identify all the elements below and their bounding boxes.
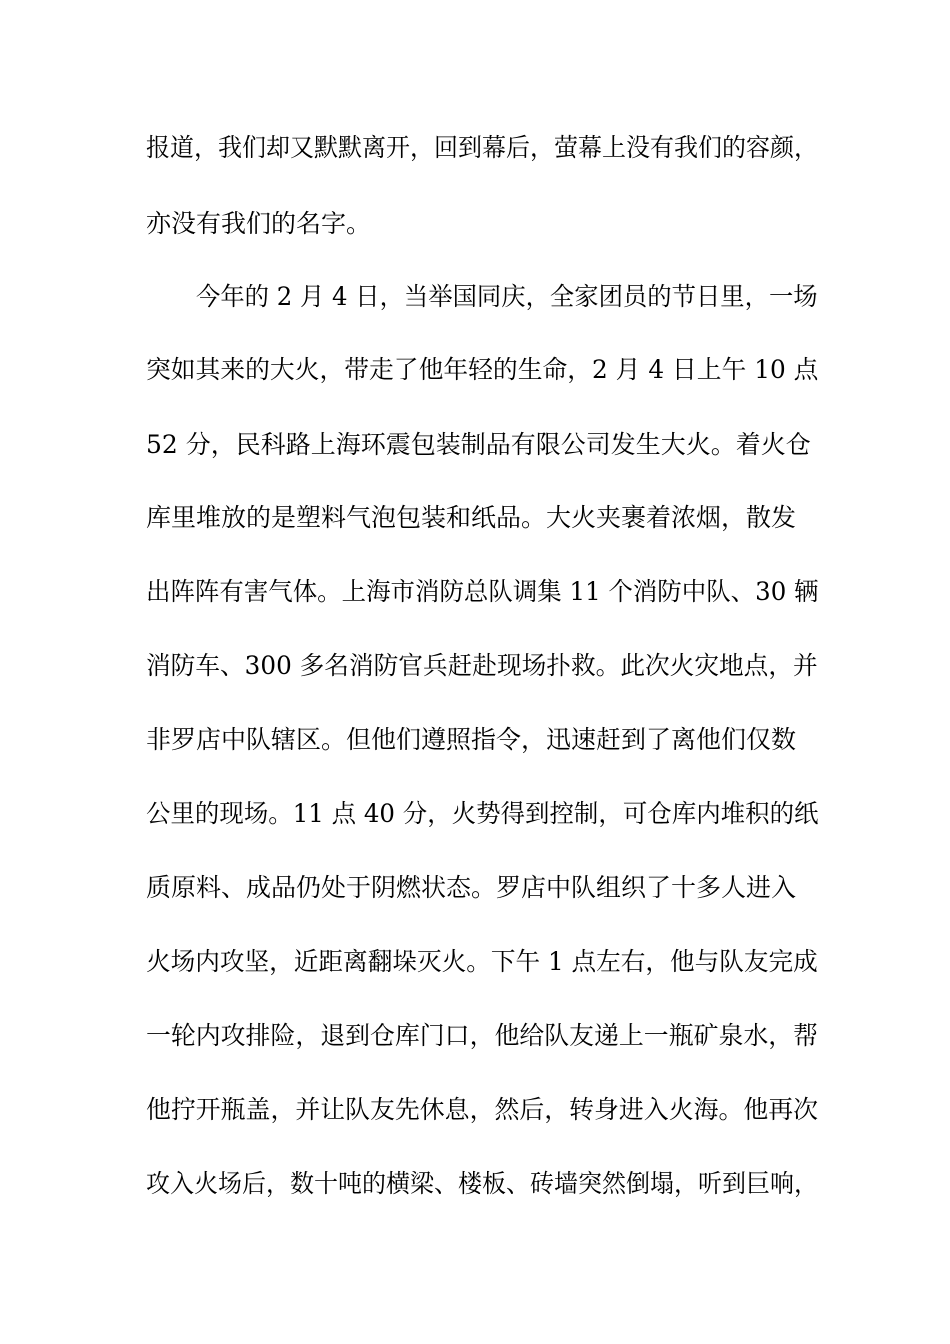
text-line-11: 质原料、成品仍处于阴燃状态。罗店中队组织了十多人进入 xyxy=(146,873,797,902)
text-line-1: 报道，我们却又默默离开，回到幕后，萤幕上没有我们的容颜， xyxy=(146,133,819,162)
text-line-4: 突如其来的大火，带走了他年轻的生命，2 月 4 日上午 10 点 xyxy=(146,355,819,384)
text-line-5: 52 分，民科路上海环震包装制品有限公司发生大火。着火仓 xyxy=(146,430,811,459)
text-line-2: 亦没有我们的名字。 xyxy=(146,209,372,238)
text-line-6: 库里堆放的是塑料气泡包装和纸品。大火夹裹着浓烟，散发 xyxy=(146,503,797,532)
text-line-9: 非罗店中队辖区。但他们遵照指令，迅速赶到了离他们仅数 xyxy=(146,725,797,754)
text-line-14: 他拧开瓶盖，并让队友先休息，然后，转身进入火海。他再次 xyxy=(146,1095,819,1124)
text-line-13: 一轮内攻排险，退到仓库门口，他给队友递上一瓶矿泉水，帮 xyxy=(146,1021,819,1050)
text-line-3: 今年的 2 月 4 日，当举国同庆，全家团员的节日里，一场 xyxy=(196,282,818,311)
text-line-10: 公里的现场。11 点 40 分，火势得到控制，可仓库内堆积的纸 xyxy=(146,799,819,828)
text-line-7: 出阵阵有害气体。上海市消防总队调集 11 个消防中队、30 辆 xyxy=(146,577,819,606)
text-line-15: 攻入火场后，数十吨的横梁、楼板、砖墙突然倒塌，听到巨响， xyxy=(146,1169,819,1198)
text-line-8: 消防车、300 多名消防官兵赶赴现场扑救。此次火灾地点，并 xyxy=(146,651,818,680)
text-line-12: 火场内攻坚，近距离翻垛灭火。下午 1 点左右，他与队友完成 xyxy=(146,947,818,976)
